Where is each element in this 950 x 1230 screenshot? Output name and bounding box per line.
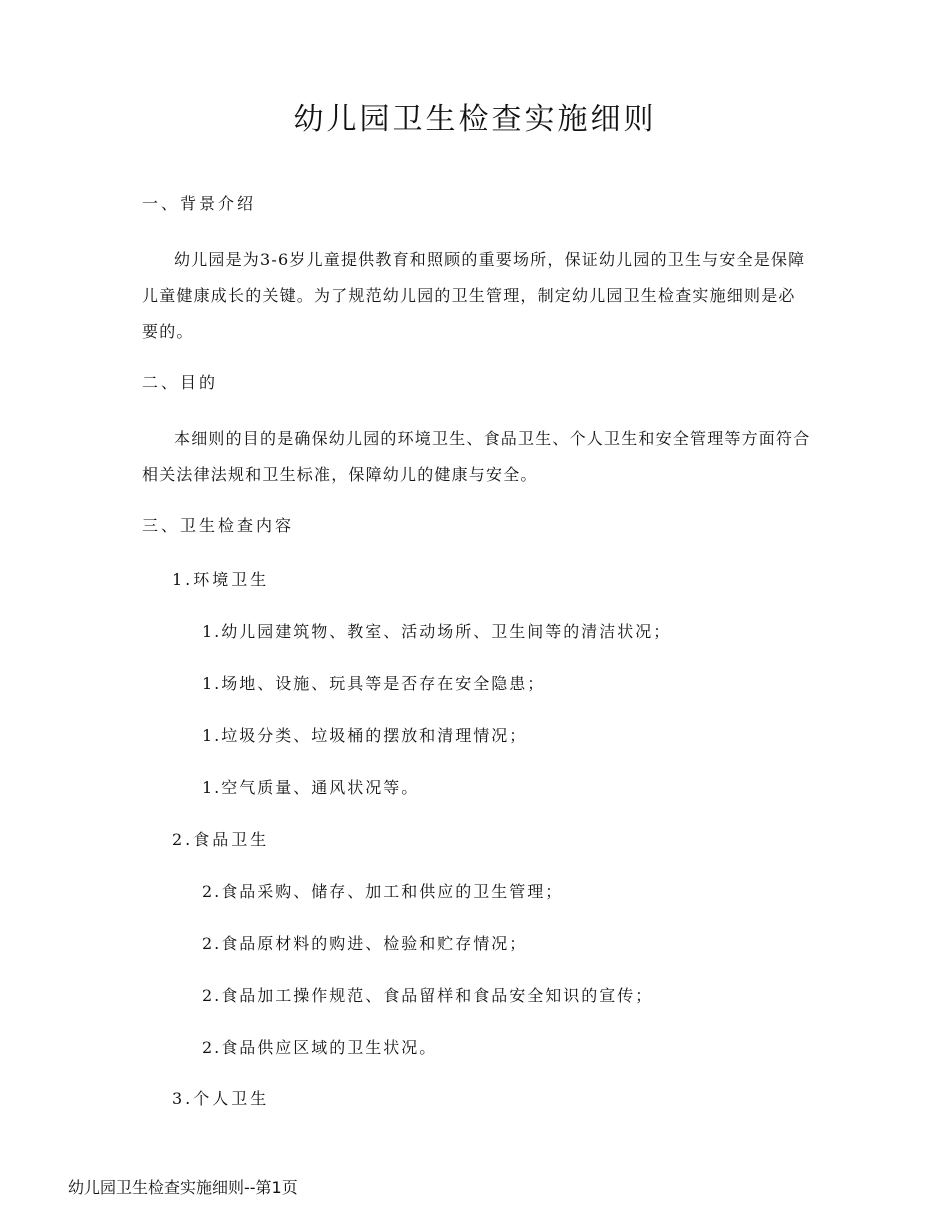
page-footer: 幼儿园卫生检查实施细则--第1页 xyxy=(68,1178,298,1197)
list-item: 2.食品加工操作规范、食品留样和食品安全知识的宣传； xyxy=(202,986,654,1005)
list-item: 1.空气质量、通风状况等。 xyxy=(202,778,420,797)
list-item: 2.食品原材料的购进、检验和贮存情况； xyxy=(202,934,528,953)
document-title: 幼儿园卫生检查实施细则 xyxy=(293,102,657,137)
subsection-heading-food: 2.食品卫生 xyxy=(172,830,270,849)
list-item: 1.场地、设施、玩具等是否存在安全隐患； xyxy=(202,674,546,693)
list-item: 2.食品供应区域的卫生状况。 xyxy=(202,1038,438,1057)
subsection-heading-environment: 1.环境卫生 xyxy=(172,570,270,589)
section-heading-purpose: 二、目的 xyxy=(142,373,219,392)
paragraph-background: 幼儿园是为3-6岁儿童提供教育和照顾的重要场所，保证幼儿园的卫生与安全是保障儿童健康成长的关键。为了规范幼儿园的卫生管理，制定幼儿园卫生检查实施细则是必要的。 xyxy=(142,250,806,341)
subsection-heading-personal: 3.个人卫生 xyxy=(172,1089,270,1108)
list-item: 1.垃圾分类、垃圾桶的摆放和清理情况； xyxy=(202,726,528,745)
list-item: 2.食品采购、储存、加工和供应的卫生管理； xyxy=(202,882,564,901)
section-heading-inspection-content: 三、卫生检查内容 xyxy=(142,516,295,535)
paragraph-purpose: 本细则的目的是确保幼儿园的环境卫生、食品卫生、个人卫生和安全管理等方面符合相关法律法规和卫生标准，保障幼儿的健康与安全。 xyxy=(142,429,811,484)
section-heading-background: 一、背景介绍 xyxy=(142,194,257,213)
list-item: 1.幼儿园建筑物、教室、活动场所、卫生间等的清洁状况； xyxy=(202,622,672,641)
